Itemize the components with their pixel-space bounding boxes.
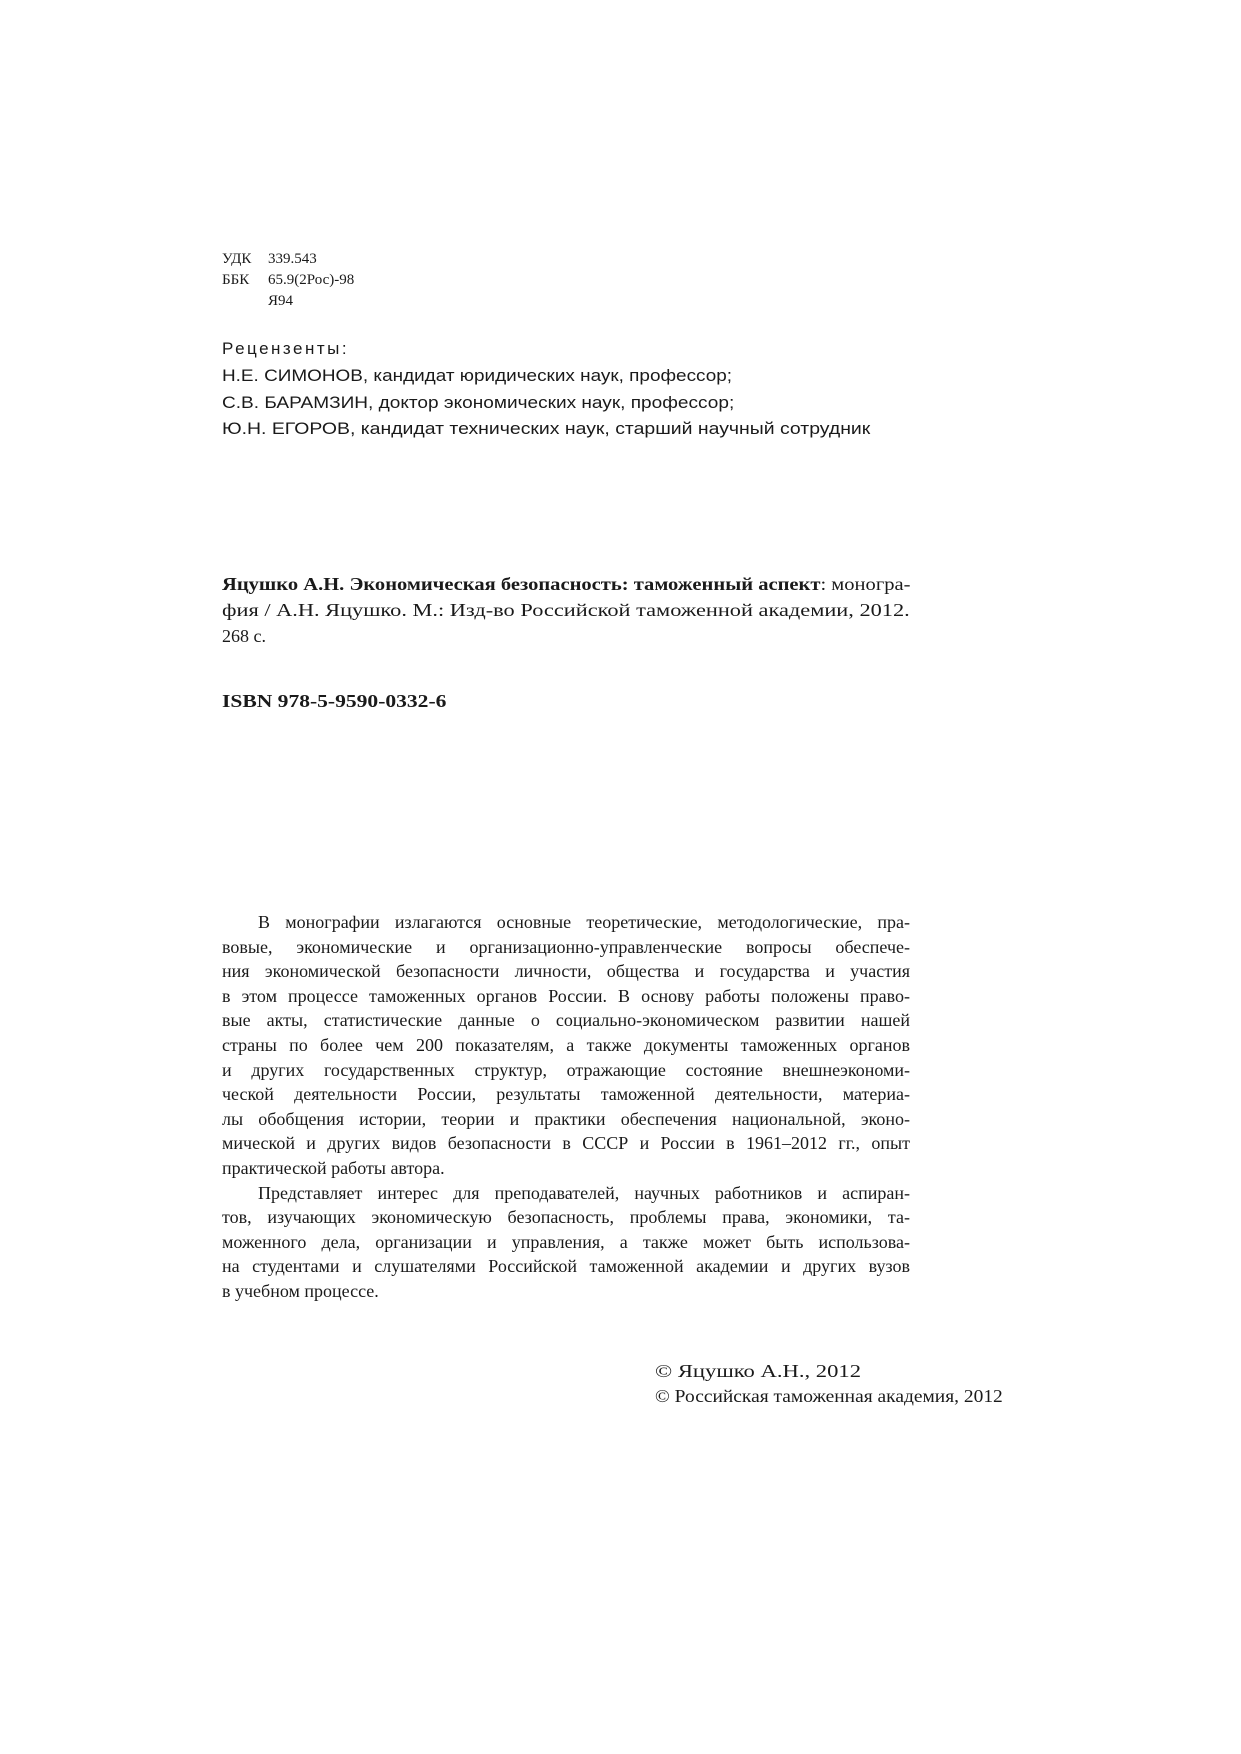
abstract-line: в этом процессе таможенных органов России. В основу работы положены право- (222, 985, 910, 1006)
reviewers-heading: Рецензенты: (222, 339, 350, 358)
citation-type: : моногра- (820, 574, 911, 594)
isbn: ISBN 978-5-9590-0332-6 (222, 691, 447, 711)
udk-label: УДК (222, 251, 252, 267)
abstract-line: на студентами и слушателями Российской таможенной академии и других вузов (222, 1256, 910, 1277)
reviewer: С.В. БАРАМЗИН, доктор экономических наук, профессор; (222, 393, 735, 412)
abstract-line: ческой деятельности России, результаты таможенной деятельности, материа- (222, 1084, 910, 1105)
author-mark: Я94 (268, 293, 294, 309)
abstract-line: Представляет интерес для преподавателей, научных работников и аспиран- (258, 1182, 910, 1203)
abstract-line: и других государственных структур, отражающие состояние внешнеэкономи- (222, 1059, 910, 1080)
abstract-line: мической и других видов безопасности в СССР и России в 1961–2012 гг., опыт (222, 1133, 910, 1154)
abstract-line: моженного дела, организации и управления, а также может быть использова- (222, 1231, 910, 1252)
abstract-line: в учебном процессе. (222, 1281, 379, 1301)
abstract-line: вовые, экономические и организационно-управленческие вопросы обеспече- (222, 936, 910, 957)
abstract-line: лы обобщения истории, теории и практики обеспечения национальной, эконо- (222, 1108, 910, 1129)
citation-title: Яцушко А.Н. Экономическая безопасность: таможенный аспект (222, 574, 821, 594)
abstract-line: ния экономической безопасности личности, общества и государства и участия (222, 961, 910, 982)
udk-value: 339.543 (268, 251, 317, 267)
abstract-line: страны по более чем 200 показателям, а также документы таможенных органов (222, 1035, 910, 1055)
abstract-line: тов, изучающих экономическую безопасность, проблемы права, экономики, та- (222, 1207, 910, 1228)
abstract-line: вые акты, статистические данные о социально-экономическом развитии нашей (222, 1010, 910, 1031)
citation-pages: 268 с. (222, 626, 266, 646)
abstract-line: практической работы автора. (222, 1158, 445, 1178)
reviewer: Ю.Н. ЕГОРОВ, кандидат технических наук, старший научный сотрудник (222, 419, 871, 438)
reviewer: Н.Е. СИМОНОВ, кандидат юридических наук, профессор; (222, 366, 733, 385)
citation-line-2: фия / А.Н. Яцушко. М.: Изд-во Российской таможенной академии, 2012. (222, 600, 910, 620)
abstract-line: В монографии излагаются основные теоретические, методологические, пра- (258, 912, 910, 932)
bbk-label: ББК (222, 272, 250, 288)
copyright-author: © Яцушко А.Н., 2012 (655, 1361, 862, 1381)
copyright-academy: © Российская таможенная академия, 2012 (655, 1386, 1003, 1406)
bbk-value: 65.9(2Рос)-98 (268, 272, 355, 288)
citation-line-1 (222, 575, 910, 593)
